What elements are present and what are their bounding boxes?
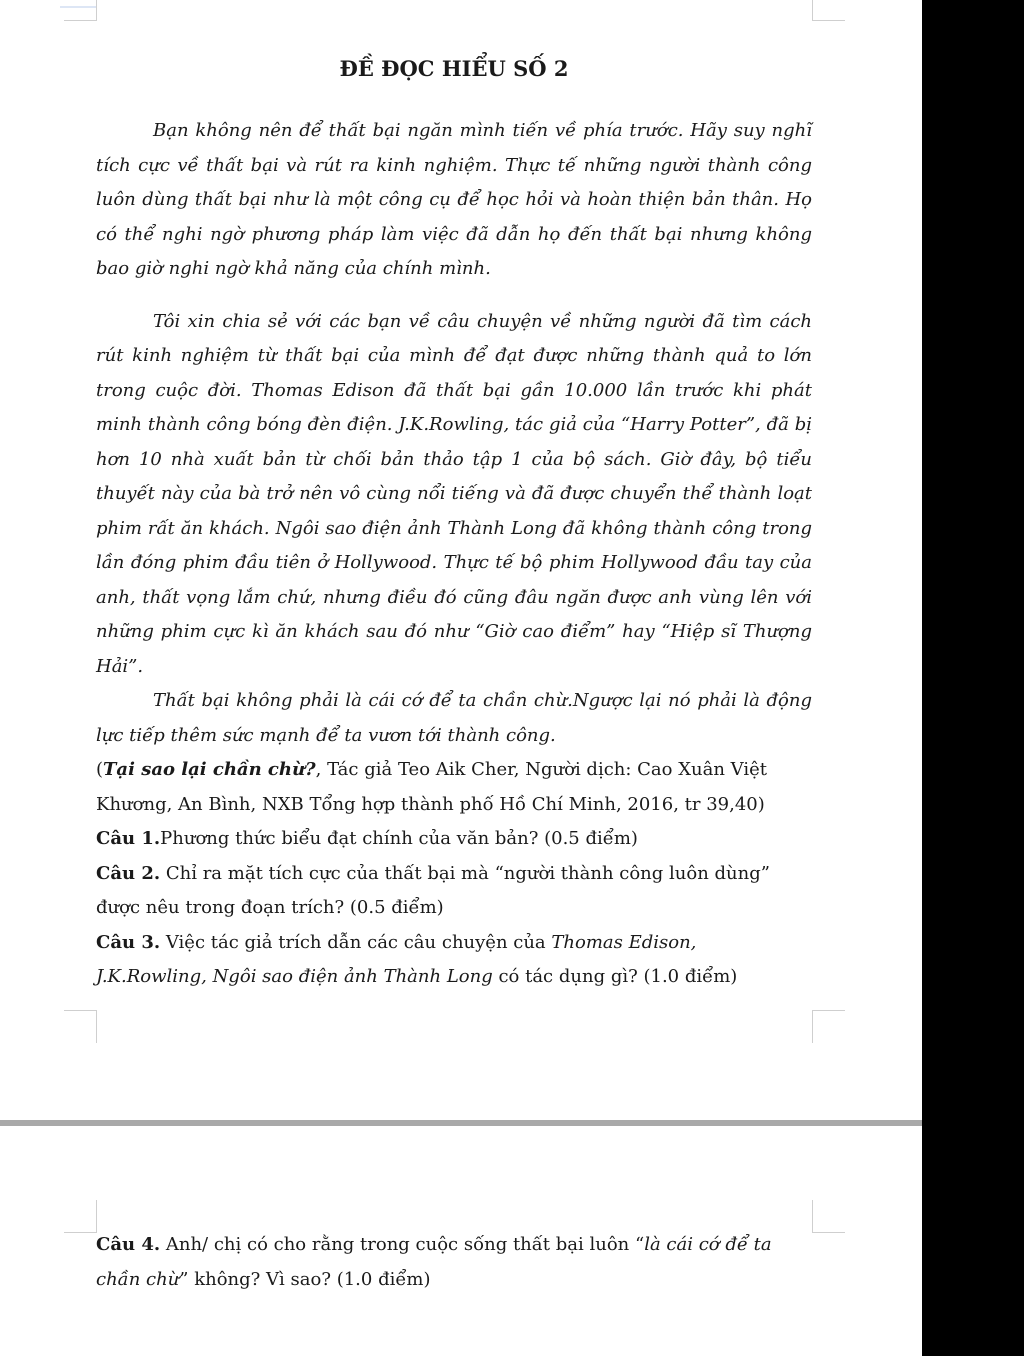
question-3-label: Câu 3.: [96, 931, 161, 953]
paragraph-1: Bạn không nên để thất bại ngăn mình tiến về phía trước. Hãy suy nghĩ tích cực về thất bại và rút ra kinh nghiệm. Thực tế những người thành công luôn dùng thất bại như là một công cụ để học hỏi và hoàn thiện bản thân. Họ có thể nghi ngờ phương pháp làm việc đã dẫn họ đến thất bại nhưng không bao giờ nghi ngờ khả năng của chính mình.: [96, 120, 812, 279]
question-3: [96, 926, 812, 995]
question-3-text-after: có tác dụng gì? (1.0 điểm): [492, 966, 738, 987]
paragraph-spacer: [96, 287, 812, 305]
question-4: [96, 1228, 812, 1297]
passage: [96, 114, 812, 995]
question-4-text-before: Anh/ chị có cho rằng trong cuộc sống thất bại luôn “: [160, 1234, 645, 1255]
question-3-names: Thomas Edison, J.K.Rowling, Ngôi sao điện ảnh Thành Long: [96, 931, 697, 987]
source-citation: [96, 753, 812, 822]
question-4-label: Câu 4.: [96, 1234, 161, 1255]
question-1: [96, 822, 812, 857]
question-4-quote: là cái cớ để ta chần chừ: [96, 1234, 772, 1290]
document-title: ĐỀ ĐỌC HIỂU SỐ 2: [339, 56, 569, 81]
source-book-title: Tại sao lại chần chừ?: [103, 759, 316, 780]
question-1-label: Câu 1.: [96, 828, 161, 849]
question-2-text: Chỉ ra mặt tích cực của thất bại mà “người thành công luôn dùng” được nêu trong đoạn trích? (0.5 điểm): [96, 862, 770, 918]
crop-mark-bottom-left: [64, 1010, 97, 1043]
paragraph-3: Thất bại không phải là cái cớ để ta chần chừ.Ngược lại nó phải là động lực tiếp thêm sức mạnh để ta vươn tới thành công.: [96, 690, 812, 746]
question-2: [96, 857, 812, 926]
crop-mark-top-left-page-2: [64, 1200, 97, 1233]
paragraph-2: Tôi xin chia sẻ với các bạn về câu chuyện về những người đã tìm cách rút kinh nghiệm từ thất bại của mình để đạt được những thành quả to lớn trong cuộc đời. Thomas Edison đã thất bại gần 10.000 lần trước khi phát minh thành công bóng đèn điện. J.K.Rowling, tác giả của “Harry Potter”, đã bị hơn 10 nhà xuất bản từ chối bản thảo tập 1 của bộ sách. Giờ đây, bộ tiểu thuyết này của bà trở nên vô cùng nổi tiếng và đã được chuyển thể thành loạt phim rất ăn khách. Ngôi sao điện ảnh Thành Long đã không thành công trong lần đóng phim đầu tiên ở Hollywood. Thực tế bộ phim Hollywood đầu tay của anh, thất vọng lắm chứ, nhưng điều đó cũng đâu ngăn được anh vùng lên với những phim cực kì ăn khách sau đó như “Giờ cao điểm” hay “Hiệp sĩ Thượng Hải”.: [96, 310, 812, 677]
page-2-content: [96, 1228, 812, 1297]
crop-mark-top-right-page-2: [812, 1200, 845, 1233]
question-4-text-after: ” không? Vì sao? (1.0 điểm): [179, 1268, 431, 1290]
document-page-2: [0, 1126, 922, 1356]
source-details: , Tác giả Teo Aik Cher, Người dịch: Cao Xuân Việt Khương, An Bình, NXB Tổng hợp thành phố Hồ Chí Minh, 2016, tr 39,40): [96, 759, 767, 815]
crop-mark-top-left: [64, 0, 97, 21]
question-2-label: Câu 2.: [96, 862, 161, 884]
crop-mark-top-right: [812, 0, 845, 21]
source-open-paren: (: [96, 759, 104, 780]
crop-mark-bottom-right: [812, 1010, 845, 1043]
question-1-text: Phương thức biểu đạt chính của văn bản? (0.5 điểm): [160, 828, 638, 849]
question-3-text-before: Việc tác giả trích dẫn các câu chuyện của: [160, 931, 552, 953]
